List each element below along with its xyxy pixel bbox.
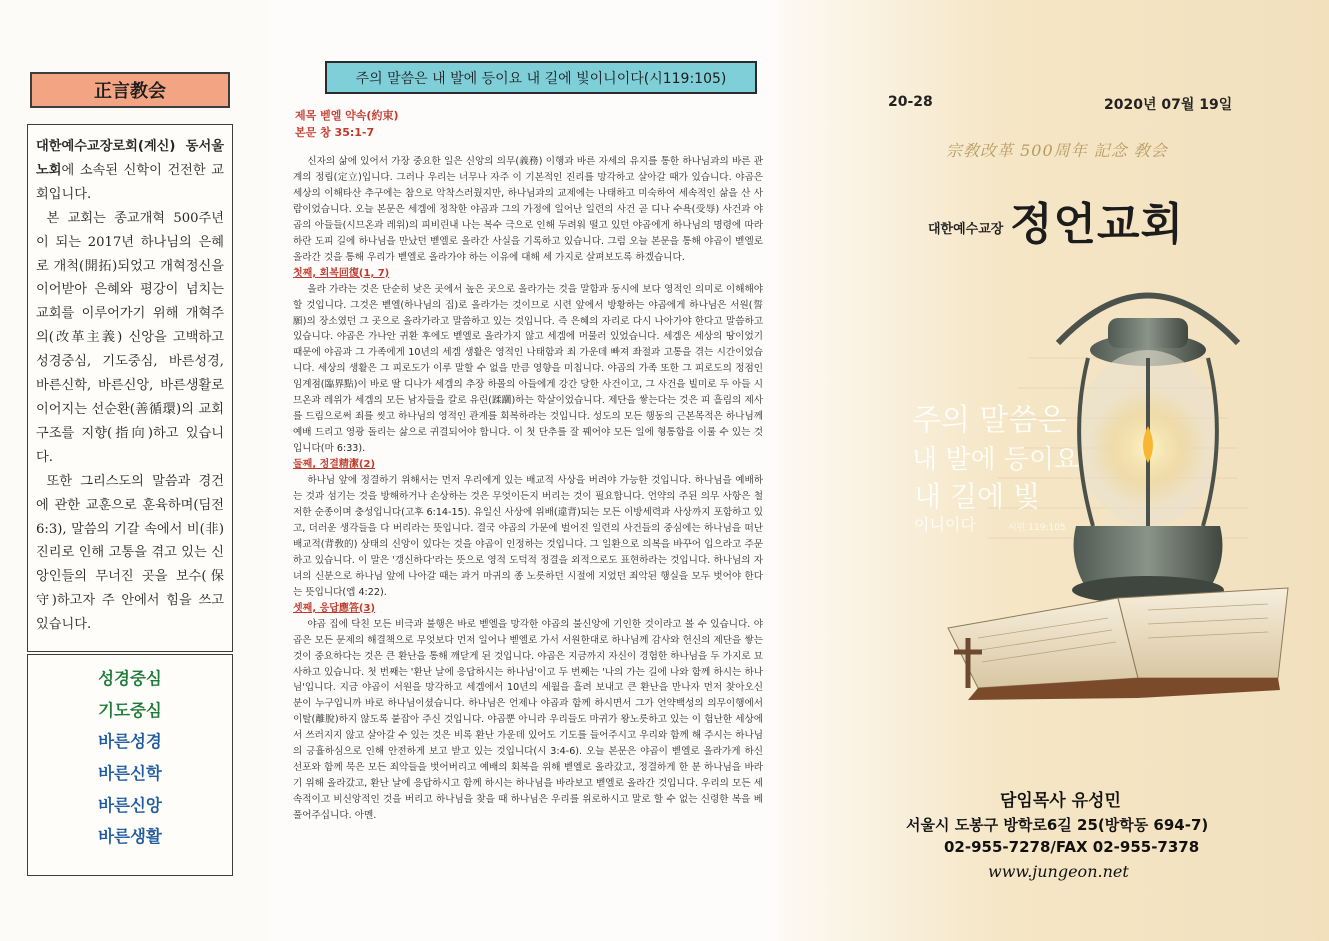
art-text-line2: 내 발에 등이요 <box>912 445 1080 475</box>
lantern-bible-illustration <box>908 258 1328 708</box>
denomination-label: 대한예수교장 <box>928 222 1004 237</box>
intro-paragraph-2: 본 교회는 종교개혁 500주년이 되는 2017년 하나님의 은혜로 개척(開拓)되었고 개혁정신을 이어받아 은혜와 평강이 넘치는 교회를 이루어가기 위해 개혁주의(改革主義) 신앙을 고백하고 성경중심, 기도중심, 바른성경, 바른신학, 바른신앙, 바른생활로 이어지는 선순환(善循環)의 교회 구조를 지향(指向)하고 있습니다. <box>36 210 224 465</box>
sermon-intro: 신자의 삶에 있어서 가장 중요한 일은 신앙의 의무(義務) 이행과 바른 자세의 유지를 통한 하나님과의 바른 관계의 정립(定立)입니다. 그러나 우리는 너무나 자주 이 기본적인 진리를 망각하고 살아갈 때가 있습니다. 야곱은 세상의 이해타산 추구에는 참으로 악착스러웠지만, 하나님과의 교제에는 나태하고 미숙하여 세속적인 삶을 산 사람이었습니다. 오늘 본문은 세겜에 정착한 야곱과 그의 가정에 일어난 일련의 사건 곧 디나 수욕(受辱) 사건과 야곱의 아들들(시므온과 레위)의 피비린내 나는 복수 극으로 인해 두려워 떨고 있던 야곱에게 하나님의 명령에 따라 하란 도피 길에 하나님을 만났던 벧엘로 올라간 사실을 기록하고 있습니다. 그럼 오늘 본문을 통해 야곱이 벧엘로 올라간 것을 통해 우리가 벧엘로 올라가야 하는 이유에 대해 세 가지로 살펴보도록 하겠습니다. <box>293 156 763 263</box>
sermon-title: 제목 벧엘 약속(約束) <box>295 109 399 122</box>
left-panel <box>0 0 268 941</box>
sermon-panel <box>268 0 778 941</box>
section-heading-2: 둘째, 정결精潔(2) <box>293 459 376 471</box>
intro-p1-rest: 에 소속된 신학이 건전한 교회입니다. <box>36 162 224 202</box>
anniversary-caption: 宗敎改革 500周年 記念 敎会 <box>946 141 1168 160</box>
issue-date: 2020년 07월 19일 <box>1104 97 1233 113</box>
verse-banner: 주의 말씀은 내 발에 등이요 내 길에 빛이니이다(시119:105) <box>325 61 757 94</box>
intro-presbytery: 대한예수교장로회(계신) 동서울 노회 <box>36 139 224 178</box>
section-heading-3: 셋째, 응답應答(3) <box>293 602 376 614</box>
art-text-line4: 이니이다 <box>914 515 976 534</box>
church-intro-text <box>36 135 224 637</box>
motto-box <box>27 654 233 876</box>
motto-item: 바른신학 <box>98 764 162 784</box>
church-address: 서울시 도봉구 방학로6길 25(방학동 694-7) <box>906 816 1209 834</box>
motto-item: 바른신앙 <box>98 795 162 815</box>
section-body-1: 올라 가라는 것은 단순히 낮은 곳에서 높은 곳으로 올라가는 것을 말함과 동시에 보다 영적인 의미로 이해해야 할 것입니다. 그것은 벧엘(하나님의 집)로 올라가는 것이므로 시련 앞에서 방황하는 야곱에게 하나님은 서원(誓願)의 장소였던 그 곳으로 올라가라고 말씀하고 있는 것입니다. 즉 은혜의 자리로 다시 나아가야 한다고 말씀하고 있습니다. 야곱은 가나안 귀환 후에도 벧엘로 올라가지 않고 세겜에 머물러 있었습니다. 세겜은 세상의 땅이었기 때문에 야곱과 그 가족에게 10년의 세겜 생활은 영적인 나태함과 죄 가운데 빠져 좌절과 고통을 겪는 시간이었습니다. 세상의 생활은 그 피로도가 이루 말할 수 없을 만큼 영향을 미칩니다. 야곱의 가족 또한 그 피로도의 정점인 임계점(臨界點)이 바로 딸 디나가 세겜의 추장 하몰의 아들에게 강간 당한 사건이고, 그 사건을 빌미로 두 아들 시므온과 레위가 세겜의 모든 남자들을 칼로 유린(蹂躪)하는 학살이었습니다. 제단을 쌓는다는 것은 피 흘림의 제사를 드림으로써 죄를 씻고 하나님의 영적인 관계를 회복하라는 것입니다. 성도의 모든 행동의 근본목적은 하나님께 예배 드리고 영광 돌리는 삶으로 귀결되어야 합니다. 이 첫 단추를 잘 꿰어야 모든 일에 형통함을 이룰 수 있는 것입니다(마 6:33). <box>293 283 763 455</box>
section-body-3: 야곱 집에 닥친 모든 비극과 불행은 바로 벧엘을 망각한 야곱의 불신앙에 기인한 것이라고 볼 수 있습니다. 야곱은 모든 문제의 해결책으로 무엇보다 먼저 일어나 벧엘로 가서 서원한대로 하나님께 감사와 헌신의 제단을 쌓는 것이 중요하다는 것은 큰 환난을 통해 깨닫게 된 것입니다. 야곱은 지금까지 자신이 경험한 하나님을 두 가지로 묘사하고 있습니다. 첫 번째는 '환난 날에 응답하시는 하나님'이고 두 번째는 '나의 가는 길에 나와 함께 하시는 하나님'입니다. 지금 야곱이 서원을 망각하고 세겜에서 10년의 세월을 흘려 보내고 큰 환난을 만나자 먼저 찾아오신 분이 누구입니까 바로 하나님이셨습니다. 하나님은 언제나 야곱과 함께 하시면서 그가 언약백성의 의무이행에서 이탈(離脫)하지 않도록 붙잡아 주신 것입니다. 야곱뿐 아니라 우리들도 마귀가 왕노릇하고 있는 이 험난한 세상에서 쓰러지지 않고 살아갈 수 있는 것은 비록 환난 가운데 있어도 기도를 들어주시고 우리와 함께 해 주시는 하나님의 긍휼하심으로 인해 안전하게 보고 받고 있는 것입니다(시 3:4-6). 오늘 본문은 야곱이 벧엘로 올라가게 하신 선포와 함께 묵은 모든 죄악들을 벗어버리고 예배의 회복을 위해 벧엘로 올라갔고, 정결하게 한 분 하나님을 바라기 위해 올라갔고, 환난 날에 응답하시고 함께 하시는 하나님을 바라보고 벧엘로 올라간 것입니다. 우리의 모든 세속적이고 비신앙적인 것을 버리고 하나님을 찾을 때 하나님은 우리를 위로하시고 말로 할 수 없는 신령한 복을 베풀어주십니다. 아멘. <box>293 618 763 822</box>
art-text-ref: 시편 119:105 <box>1008 523 1066 533</box>
motto-item: 성경중심 <box>98 669 162 688</box>
church-phone: 02-955-7278/FAX 02-955-7378 <box>944 838 1200 856</box>
intro-paragraph-1 <box>36 135 224 207</box>
art-text-line1: 주의 말씀은 <box>912 403 1067 438</box>
art-text-line3: 내 길에 빛 <box>914 480 1040 513</box>
section-body-2: 하나님 앞에 정결하기 위해서는 먼저 우리에게 있는 배교적 사상을 버려야 가능한 것입니다. 하나님을 예배하는 것과 섬기는 것을 방해하거나 손상하는 것은 무엇이든지 버리는 것이 필요합니다. 언약의 주된 의무 사항은 철저한 순종이며 충성입니다(고후 6:14-15). 유일신 사상에 위배(違背)되는 모든 이방세력과 사상까지 포함하고 있고, 더러운 생각들을 다 버리라는 뜻입니다. 결국 야곱의 가문에 벌어진 일련의 사건들의 중심에는 하나님을 떠난 배교적(背敎的) 상태의 신앙이 있다는 것을 야곱이 인정하는 것입니다. 그 일환으로 의복을 바꾸어 입으라고 주문하고 있습니다. 이 말은 '갱신하다'라는 뜻으로 영적 도덕적 정결을 외적으로도 표현하라는 것입니다. 하나님의 자녀의 신분으로 하나님 앞에 나아갈 때는 과거 마귀의 종 노릇하던 시절에 지었던 죄악된 행실을 모두 벗어야 한다는 뜻입니다(엡 4:22). <box>293 475 763 598</box>
pastor-name: 담임목사 유성민 <box>1000 791 1121 811</box>
cover-panel <box>778 0 1329 941</box>
motto-item: 바른성경 <box>98 732 162 752</box>
issue-number: 20-28 <box>888 94 933 110</box>
sermon-passage: 본문 창 35:1-7 <box>295 126 375 139</box>
church-name-tag: 正言教会 <box>30 72 230 108</box>
motto-item: 바른생활 <box>98 827 162 847</box>
section-heading-1: 첫째, 회복回復(1, 7) <box>293 267 390 279</box>
motto-item: 기도중심 <box>98 700 162 720</box>
church-name-title: 정언교회 <box>1010 199 1185 250</box>
sermon-body <box>293 154 763 824</box>
intro-paragraph-3: 또한 그리스도의 말씀과 경건에 관한 교훈으로 훈육하며(딤전 6:3), 말씀의 기갈 속에서 비(非) 진리로 인해 고통을 겪고 있는 신앙인들의 무너진 곳을 보수(保守)하고자 주 안에서 힘을 쓰고 있습니다. <box>36 473 224 633</box>
church-website[interactable]: www.jungeon.net <box>988 862 1129 881</box>
church-intro-box <box>27 124 233 652</box>
